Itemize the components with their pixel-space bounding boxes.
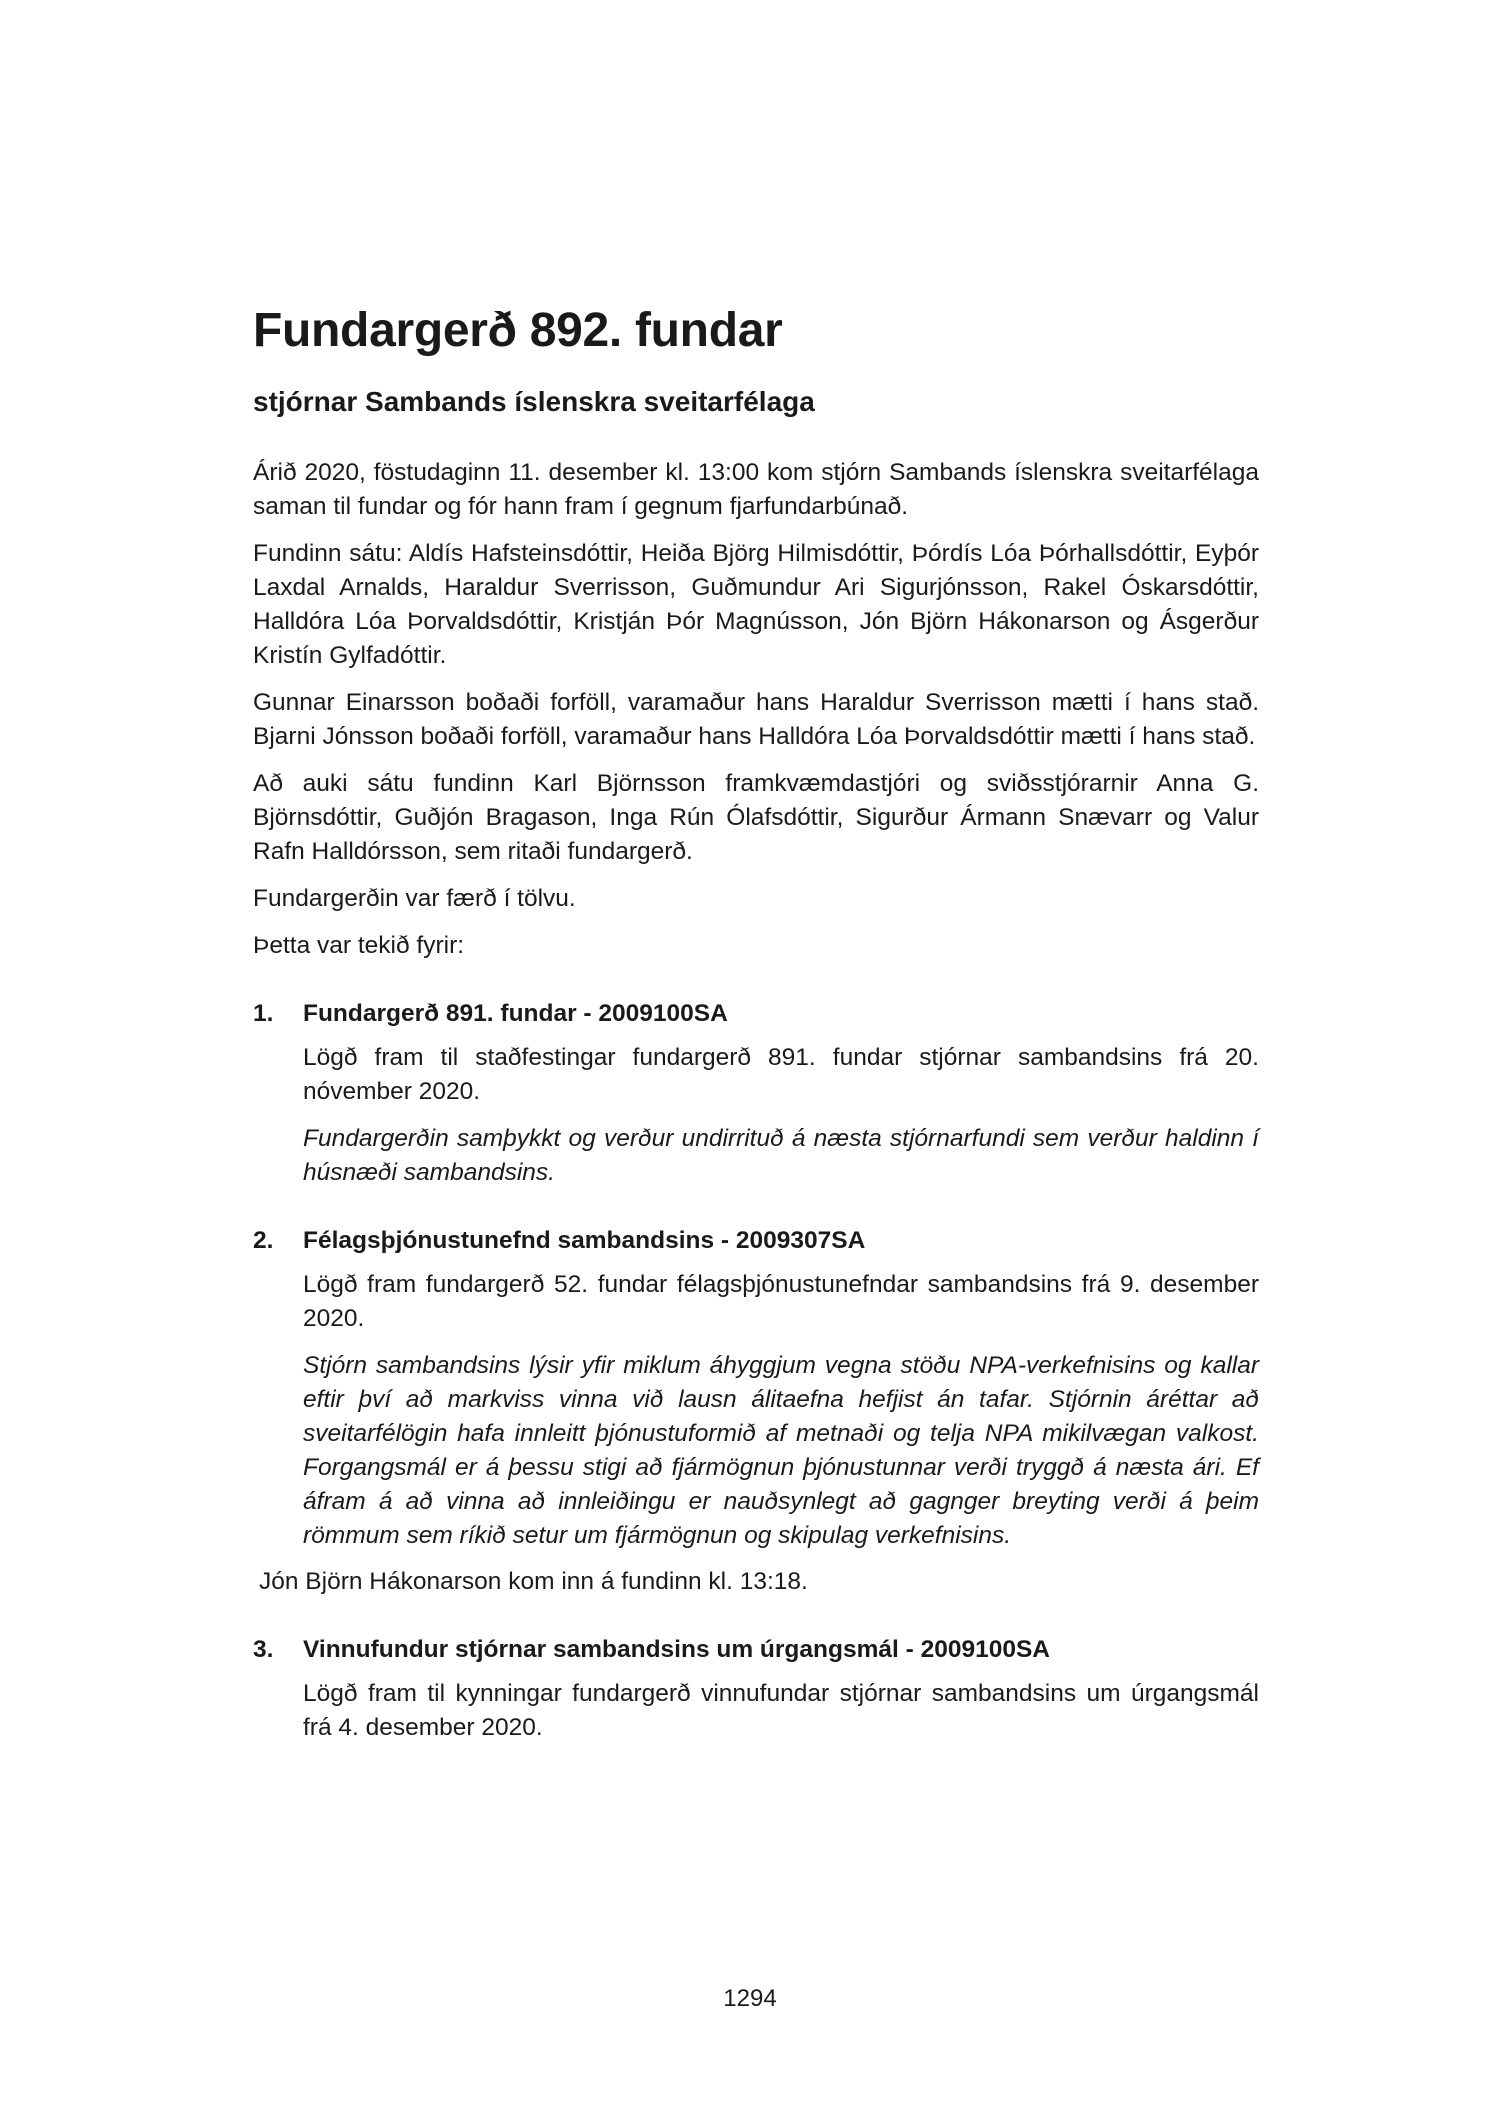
agenda-item-2 <box>253 1224 1259 1553</box>
page-number: 1294 <box>723 1985 777 2012</box>
attendance-note: Jón Björn Hákonarson kom inn á fundinn kl. 13:18. <box>259 1568 808 1595</box>
document-subtitle: stjórnar Sambands íslenskra sveitarfélaga <box>253 386 815 417</box>
agenda-intro: Þetta var tekið fyrir: <box>253 932 465 959</box>
agenda-item-body <box>303 1041 1259 1190</box>
agenda-item-decision: Stjórn sambandsins lýsir yfir miklum áhyggjum vegna stöðu NPA-verkefnisins og kallar eftir því að markviss vinna við lausn álitaefna hefjist án tafar. Stjórnin áréttar að sveitarfélögin hafa innleitt þjónustuformið af metnaði og telja NPA mikilvægan valkost. Forgangsmál er á þessu stigi að fjármögnun þjónustunnar verði tryggð á næsta ári. Ef áfram á að vinna að innleiðingu er nauðsynlegt að gagnger breyting verði á þeim römmum sem ríkið setur um fjármögnun og skipulag verkefnisins. <box>303 1352 1259 1549</box>
intro-paragraph: Árið 2020, föstudaginn 11. desember kl. 13:00 kom stjórn Sambands íslenskra sveitarfélaga saman til fundar og fór hann fram í gegnum fjarfundarbúnað. <box>253 459 1259 520</box>
document-page <box>253 300 1259 1745</box>
agenda-item-body <box>303 1268 1259 1553</box>
document-title: Fundargerð 892. fundar <box>253 304 783 357</box>
agenda-item-1 <box>253 997 1259 1190</box>
agenda-item-heading: Vinnufundur stjórnar sambandsins um úrgangsmál - 2009100SA <box>303 1636 1050 1663</box>
agenda-item-number: 2. <box>253 1227 274 1254</box>
agenda-item-text: Lögð fram til kynningar fundargerð vinnufundar stjórnar sambandsins um úrgangsmál frá 4. desember 2020. <box>303 1680 1259 1741</box>
agenda-item-body <box>303 1677 1259 1745</box>
agenda-item-decision: Fundargerðin samþykkt og verður undirrituð á næsta stjórnarfundi sem verður haldinn í húsnæði sambandsins. <box>303 1125 1259 1186</box>
agenda-item-text: Lögð fram til staðfestingar fundargerð 891. fundar stjórnar sambandsins frá 20. nóvember 2020. <box>303 1044 1259 1105</box>
staff-paragraph: Að auki sátu fundinn Karl Björnsson framkvæmdastjóri og sviðsstjórarnir Anna G. Björnsdóttir, Guðjón Bragason, Inga Rún Ólafsdóttir, Sigurður Ármann Snævarr og Valur Rafn Halldórsson, sem ritaði fundargerð. <box>253 770 1259 865</box>
agenda-item-heading: Fundargerð 891. fundar - 2009100SA <box>303 1000 728 1027</box>
minutes-note: Fundargerðin var færð í tölvu. <box>253 885 576 912</box>
agenda-item-3 <box>253 1633 1259 1745</box>
agenda-item-number: 1. <box>253 1000 274 1027</box>
absences-paragraph: Gunnar Einarsson boðaði forföll, varamaður hans Haraldur Sverrisson mætti í hans stað. Bjarni Jónsson boðaði forföll, varamaður hans Halldóra Lóa Þorvaldsdóttir mætti í hans stað. <box>253 689 1259 750</box>
attendees-paragraph: Fundinn sátu: Aldís Hafsteinsdóttir, Heiða Björg Hilmisdóttir, Þórdís Lóa Þórhallsdóttir, Eyþór Laxdal Arnalds, Haraldur Sverrisson, Guðmundur Ari Sigurjónsson, Rakel Óskarsdóttir, Halldóra Lóa Þorvaldsdóttir, Kristján Þór Magnússon, Jón Björn Hákonarson og Ásgerður Kristín Gylfadóttir. <box>253 540 1259 669</box>
agenda-item-text: Lögð fram fundargerð 52. fundar félagsþjónustunefndar sambandsins frá 9. desember 2020. <box>303 1271 1259 1332</box>
agenda-item-heading: Félagsþjónustunefnd sambandsins - 2009307SA <box>303 1227 866 1254</box>
agenda-item-number: 3. <box>253 1636 274 1663</box>
